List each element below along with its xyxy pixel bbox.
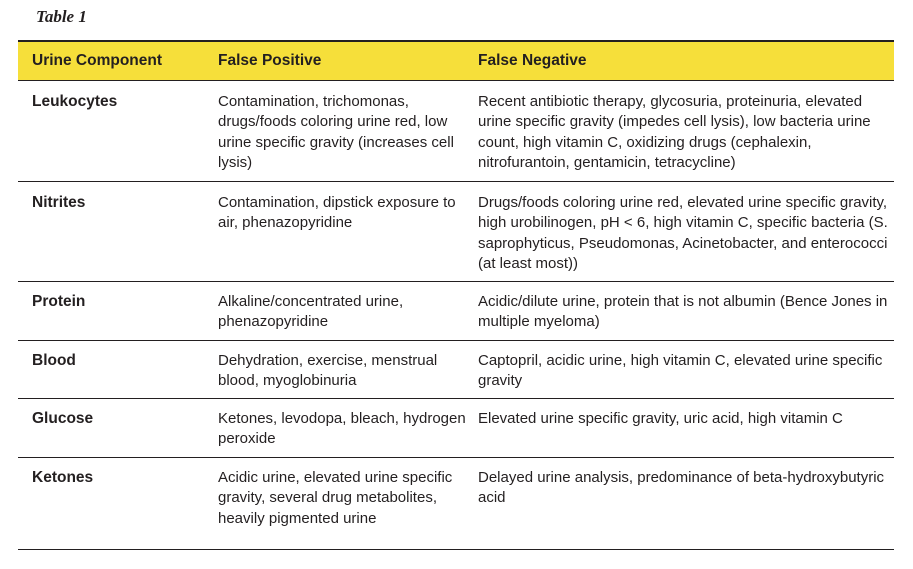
false-negative-cell: Delayed urine analysis, predominance of beta-hydroxybutyric acid <box>478 469 885 507</box>
header-false-negative: False Negative <box>478 52 587 69</box>
false-negative-cell: Recent antibiotic therapy, glycosuria, proteinuria, elevated urine specific gravity (impedes cell lysis), low bacteria urine count, high vitamin C, oxidizing drugs (cephalexin, nitrofurantoin, gentamicin, tetracycline) <box>478 93 871 172</box>
false-negative-cell: Captopril, acidic urine, high vitamin C, elevated urine specific gravity <box>478 352 883 390</box>
false-negative-cell: Drugs/foods coloring urine red, elevated urine specific gravity, high urobilinogen, pH < 6, high vitamin C, specific bacteria (S. saprophyticus, Pseudomonas, Acinetobacter, and enterococci (at least most)) <box>478 194 888 273</box>
header-urine-component: Urine Component <box>32 52 163 69</box>
table-row <box>18 81 894 182</box>
table-row <box>18 282 894 341</box>
header-false-positive: False Positive <box>218 52 322 69</box>
component-cell: Leukocytes <box>32 93 118 110</box>
component-cell: Protein <box>32 293 86 310</box>
table-row <box>18 458 894 549</box>
table-caption: Table 1 <box>36 7 87 26</box>
false-positive-cell: Alkaline/concentrated urine, phenazopyridine <box>218 293 404 331</box>
false-positive-cell: Dehydration, exercise, menstrual blood, myoglobinuria <box>218 352 438 390</box>
component-cell: Glucose <box>32 410 94 427</box>
false-positive-cell: Acidic urine, elevated urine specific gravity, several drug metabolites, heavily pigmented urine <box>218 469 453 527</box>
urinalysis-table <box>18 40 894 550</box>
false-negative-cell: Acidic/dilute urine, protein that is not albumin (Bence Jones in multiple myeloma) <box>478 293 888 331</box>
false-positive-cell: Ketones, levodopa, bleach, hydrogen peroxide <box>218 410 466 448</box>
table-row <box>18 399 894 458</box>
false-positive-cell: Contamination, dipstick exposure to air, phenazopyridine <box>218 194 456 232</box>
table-row <box>18 182 894 282</box>
false-positive-cell: Contamination, trichomonas, drugs/foods coloring urine red, low urine specific gravity (increases cell lysis) <box>218 93 454 172</box>
table-header-row <box>18 42 894 81</box>
component-cell: Blood <box>32 352 76 369</box>
component-cell: Nitrites <box>32 194 86 211</box>
table-row <box>18 341 894 399</box>
component-cell: Ketones <box>32 469 94 486</box>
false-negative-cell: Elevated urine specific gravity, uric acid, high vitamin C <box>478 410 843 427</box>
